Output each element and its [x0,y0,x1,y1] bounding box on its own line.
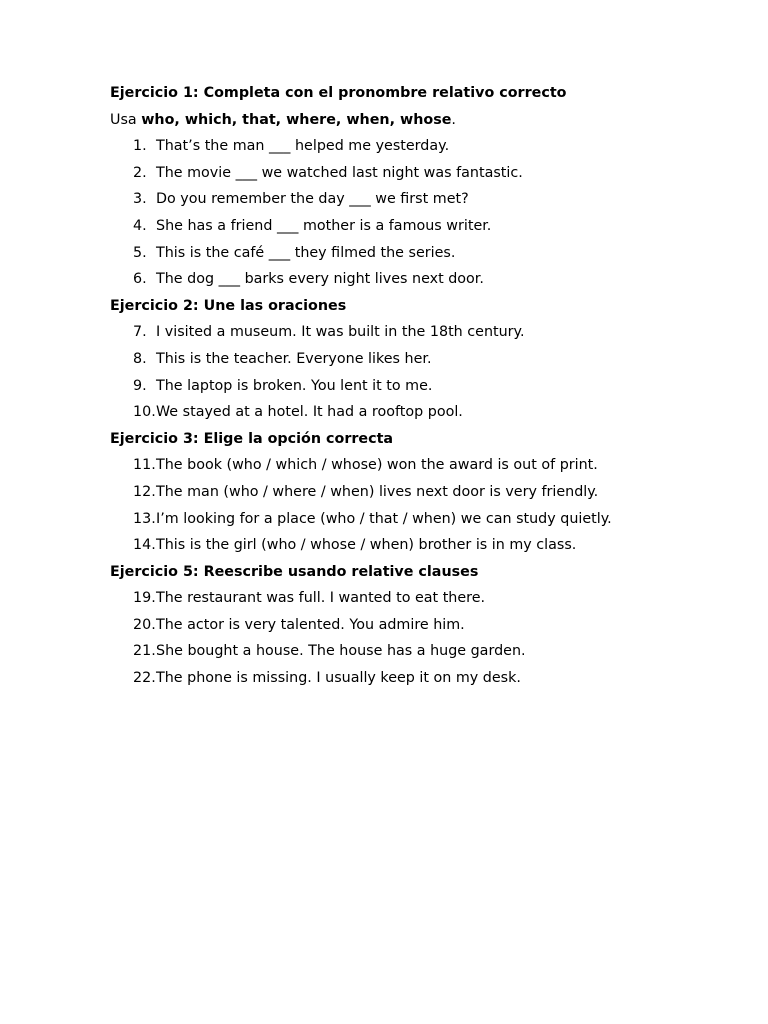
item-text: The man (who / where / when) lives next door is very friendly. [156,483,599,500]
list-item [110,532,730,559]
item-text: That’s the man ___ helped me yesterday. [156,138,450,155]
item-number: 19. [133,590,156,607]
item-number: 2. [133,164,147,181]
item-text: Do you remember the day ___ we first met? [156,191,469,208]
list-item [110,266,730,293]
item-text: We stayed at a hotel. It had a rooftop pool. [156,404,463,421]
item-number: 20. [133,616,156,633]
item-text: The movie ___ we watched last night was fantastic. [156,164,523,181]
list-item [110,319,730,346]
list-item [110,638,730,665]
list-item [110,346,730,373]
item-number: 14. [133,537,156,554]
item-text: This is the girl (who / whose / when) brother is in my class. [156,537,577,554]
item-number: 1. [133,138,147,155]
item-number: 11. [133,457,156,474]
item-number: 13. [133,510,156,527]
item-number: 10. [133,404,156,421]
exercise-1-heading: Ejercicio 1: Completa con el pronombre relativo correcto [110,85,567,101]
list-item [110,506,730,533]
list-item [110,585,730,612]
item-text: I visited a museum. It was built in the 18th century. [156,324,525,341]
list-item [110,399,730,426]
item-text: The actor is very talented. You admire him. [156,616,465,633]
item-text: She bought a house. The house has a huge garden. [156,643,526,660]
instruction-prefix: Usa [110,111,142,128]
item-number: 7. [133,324,147,341]
list-item [110,213,730,240]
list-item [110,133,730,160]
list-item [110,373,730,400]
item-text: The book (who / which / whose) won the award is out of print. [156,457,598,474]
item-text: This is the teacher. Everyone likes her. [156,350,432,367]
exercise-2-heading: Ejercicio 2: Une las oraciones [110,297,347,314]
item-number: 12. [133,483,156,500]
list-item [110,240,730,267]
item-number: 9. [133,377,147,394]
list-item [110,479,730,506]
list-item [110,452,730,479]
item-text: She has a friend ___ mother is a famous writer. [156,217,492,234]
item-number: 3. [133,191,147,208]
item-text: The restaurant was full. I wanted to eat there. [156,590,486,607]
item-number: 8. [133,350,147,367]
exercise-5-heading: Ejercicio 5: Reescribe usando relative clauses [110,563,479,580]
item-text: The laptop is broken. You lent it to me. [156,377,433,394]
exercise-1-instruction [110,107,730,134]
list-item [110,665,730,692]
item-text: The dog ___ barks every night lives next door. [156,271,484,288]
document-body [110,80,730,692]
item-number: 22. [133,670,156,687]
item-text: I’m looking for a place (who / that / when) we can study quietly. [156,510,612,527]
list-item [110,612,730,639]
item-text: The phone is missing. I usually keep it on my desk. [156,670,521,687]
list-item [110,160,730,187]
instruction-pronouns: who, which, that, where, when, whose [141,111,452,128]
item-number: 21. [133,643,156,660]
list-item [110,186,730,213]
item-number: 5. [133,244,147,261]
item-number: 4. [133,217,147,234]
instruction-suffix: . [451,111,456,128]
item-text: This is the café ___ they filmed the series. [156,244,456,261]
exercise-3-heading: Ejercicio 3: Elige la opción correcta [110,430,394,447]
item-number: 6. [133,271,147,288]
